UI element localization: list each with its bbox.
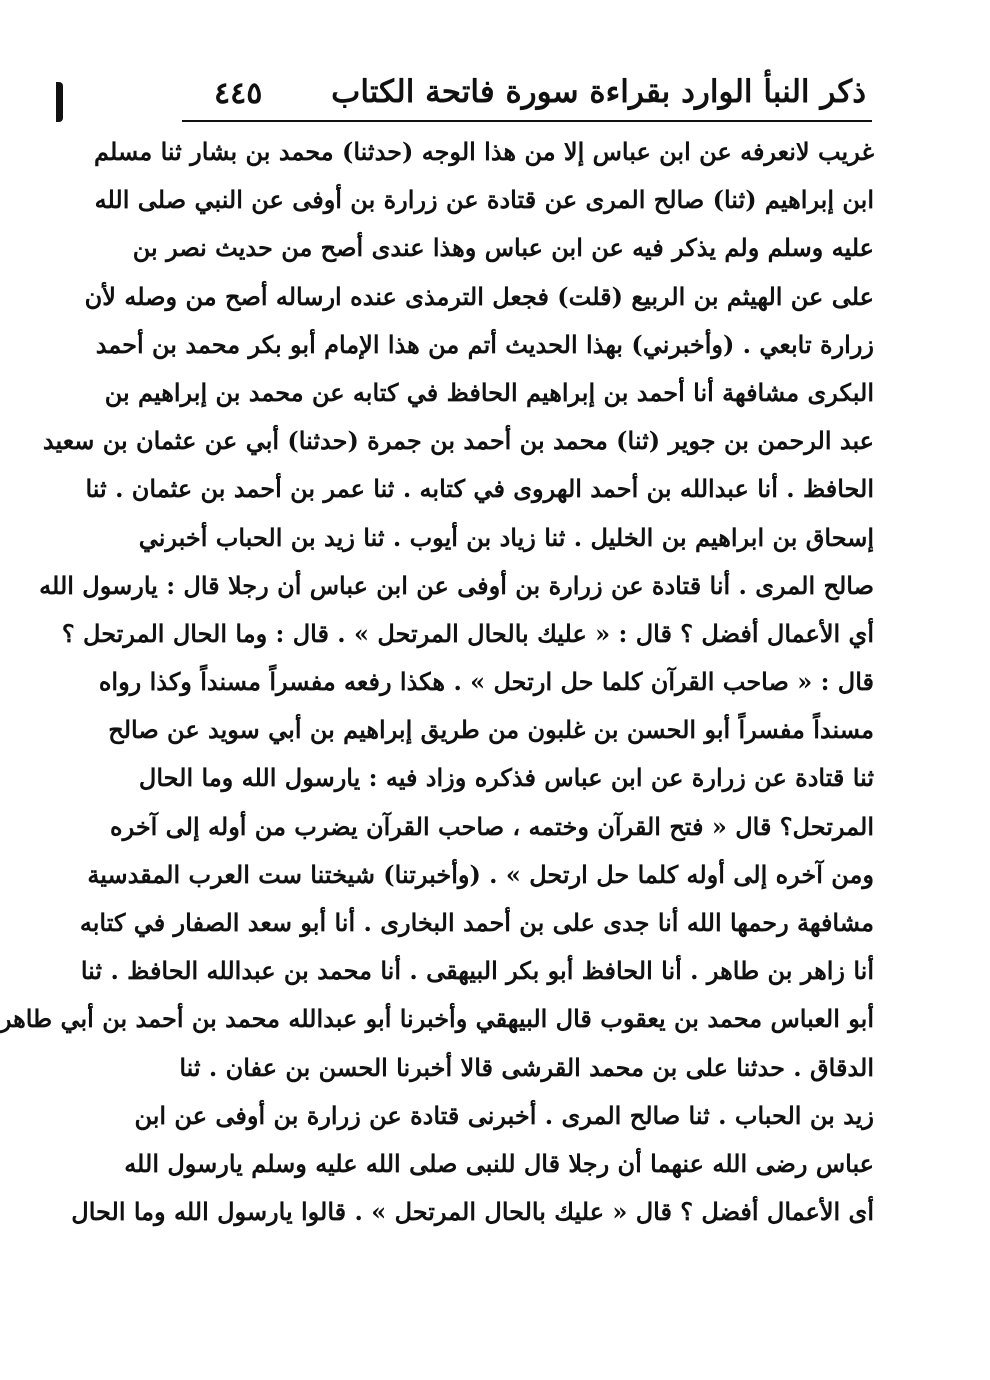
text-line: ومن آخره إلى أوله كلما حل ارتحل » . (وأخبرتنا) شيختنا ست العرب المقدسية <box>87 859 874 889</box>
text-line: أبو العباس محمد بن يعقوب قال البيهقي وأخبرنا أبو عبدالله محمد بن أحمد بن أبي طاهر <box>0 1004 874 1034</box>
text-line: أنا زاهر بن طاهر . أنا الحافظ أبو بكر البيهقى . أنا محمد بن عبدالله الحافظ . ثنا <box>80 956 874 986</box>
text-line: إسحاق بن ابراهيم بن الخليل . ثنا زياد بن أيوب . ثنا زيد بن الحباب أخبرني <box>138 522 874 552</box>
text-line: أي الأعمال أفضل ؟ قال : « عليك بالحال المرتحل » . قال : وما الحال المرتحل ؟ <box>61 618 874 648</box>
text-line: صالح المرى . أنا قتادة عن زرارة بن أوفى عن ابن عباس أن رجلا قال : يارسول الله <box>39 570 874 600</box>
page-header <box>186 68 866 116</box>
text-line: الحافظ . أنا عبدالله بن أحمد الهروى في كتابه . ثنا عمر بن أحمد بن عثمان . ثنا <box>85 474 874 504</box>
text-line: ابن إبراهيم (ثنا) صالح المرى عن قتادة عن زرارة بن أوفى عن النبي صلى الله <box>94 185 874 215</box>
text-line: على عن الهيثم بن الربيع (قلت) فجعل الترمذى عنده ارساله أصح من وصله لأن <box>84 281 874 311</box>
page-edge-mark <box>56 82 63 122</box>
text-line: عليه وسلم ولم يذكر فيه عن ابن عباس وهذا عندى أصح من حديث نصر بن <box>132 233 874 263</box>
text-line: المرتحل؟ قال « فتح القرآن وختمه ، صاحب القرآن يضرب من أوله إلى آخره <box>110 811 874 841</box>
text-line: قال : « صاحب القرآن كلما حل ارتحل » . هكذا رفعه مفسراً مسنداً وكذا رواه <box>98 667 874 697</box>
header-rule <box>182 120 872 122</box>
text-line: البكرى مشافهة أنا أحمد بن إبراهيم الحافظ في كتابه عن محمد بن إبراهيم بن <box>104 377 874 407</box>
text-line: الدقاق . حدثنا على بن محمد القرشى قالا أخبرنا الحسن بن عفان . ثنا <box>179 1052 874 1082</box>
text-line: زرارة تابعي . (وأخبرني) بهذا الحديث أتم من هذا الإمام أبو بكر محمد بن أحمد <box>95 329 874 359</box>
page-number: ٤٤٥ <box>214 76 263 111</box>
text-line: غريب لانعرفه عن ابن عباس إلا من هذا الوجه (حدثنا) محمد بن بشار ثنا مسلم <box>94 137 874 166</box>
text-line: عبد الرحمن بن جوير (ثنا) محمد بن أحمد بن جمرة (حدثنا) أبي عن عثمان بن سعيد <box>42 426 874 456</box>
running-title: ذكر النبأ الوارد بقراءة سورة فاتحة الكتاب <box>331 74 866 110</box>
body-text <box>0 128 874 1236</box>
text-line: زيد بن الحباب . ثنا صالح المرى . أخبرنى قتادة عن زرارة بن أوفى عن ابن <box>134 1100 874 1130</box>
text-line: مسنداً مفسراً أبو الحسن بن غلبون من طريق إبراهيم بن أبي سويد عن صالح <box>108 715 874 745</box>
text-line: عباس رضى الله عنهما أن رجلا قال للنبى صلى الله عليه وسلم يارسول الله <box>124 1148 874 1178</box>
text-line: مشافهة رحمها الله أنا جدى على بن أحمد البخارى . أنا أبو سعد الصفار في كتابه <box>79 908 874 937</box>
text-line: ثنا قتادة عن زرارة عن ابن عباس فذكره وزاد فيه : يارسول الله وما الحال <box>138 763 874 793</box>
text-line: أى الأعمال أفضل ؟ قال « عليك بالحال المرتحل » . قالوا يارسول الله وما الحال <box>71 1197 874 1227</box>
